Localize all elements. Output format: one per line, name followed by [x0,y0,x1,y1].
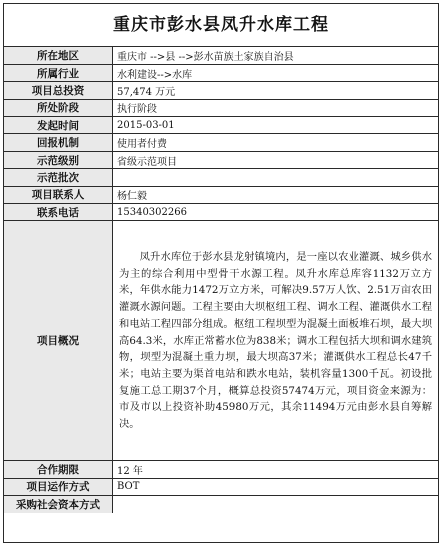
row-demo-batch [4,169,438,186]
region-value: 重庆市 -->县 -->彭水苗族土家族自治县 [113,47,439,64]
return-mechanism-label: 回报机制 [4,134,113,151]
row-investment [4,82,438,99]
row-return-mechanism [4,134,438,151]
cooperation-period-value: 12 年 [113,461,439,478]
row-demo-level [4,151,438,168]
investment-label: 项目总投资 [4,82,113,99]
row-operation-mode [4,478,438,495]
demo-batch-value [113,169,439,186]
row-industry [4,64,438,81]
procurement-label: 采购社会资本方式 [4,496,113,513]
contact-value: 杨仁毅 [113,186,439,203]
demo-level-label: 示范级别 [4,151,113,168]
row-phone [4,204,438,221]
row-procurement [4,496,438,513]
page-title: 重庆市彭水县凤升水库工程 [4,4,438,47]
row-contact [4,186,438,203]
region-label: 所在地区 [4,47,113,64]
overview-cell [113,221,439,461]
row-cooperation-period [4,461,438,478]
row-launch-date [4,117,438,134]
project-info-sheet [3,3,439,543]
overview-label: 项目概况 [4,221,113,461]
row-overview [4,221,438,461]
project-info-table [4,47,438,513]
stage-value: 执行阶段 [113,99,439,116]
industry-label: 所属行业 [4,64,113,81]
overview-text: 凤升水库位于彭水县龙射镇境内，是一座以农业灌溉、城乡供水为主的综合利用中型骨干水源工程。凤升水库总库容1132万立方米，年供水能力1472万立方米，可解决9.57万人饮、2.51万亩农田灌溉水源问题。工程主要由大坝枢纽工程、调水工程、灌溉供水工程和电站工程四部分组成。枢纽工程坝型为混凝土面板堆石坝，最大坝高64.3米，水库正常蓄水位为838米；调水工程包括大坝和调水建筑物，坝型为混凝土重力坝，最大坝高37米；灌溉供水工程总长47千米；电站主要为渠首电站和跌水电站，装机容量1300千瓦。初设批复施工总工期37个月，概算总投资57474万元，项目资金来源为：市及市以上投资补助45980万元，其余11494万元由彭水县自筹解决。 [119,251,432,431]
launch-date-value: 2015-03-01 [113,117,439,134]
return-mechanism-value: 使用者付费 [113,134,439,151]
stage-label: 所处阶段 [4,99,113,116]
investment-value: 57,474 万元 [113,82,439,99]
phone-label: 联系电话 [4,204,113,221]
procurement-value [113,496,439,513]
launch-date-label: 发起时间 [4,117,113,134]
contact-label: 项目联系人 [4,186,113,203]
operation-mode-value: BOT [113,478,439,495]
demo-batch-label: 示范批次 [4,169,113,186]
row-stage [4,99,438,116]
industry-value: 水利建设-->水库 [113,64,439,81]
phone-value: 15340302266 [113,204,439,221]
demo-level-value: 省级示范项目 [113,151,439,168]
operation-mode-label: 项目运作方式 [4,478,113,495]
row-region [4,47,438,64]
cooperation-period-label: 合作期限 [4,461,113,478]
